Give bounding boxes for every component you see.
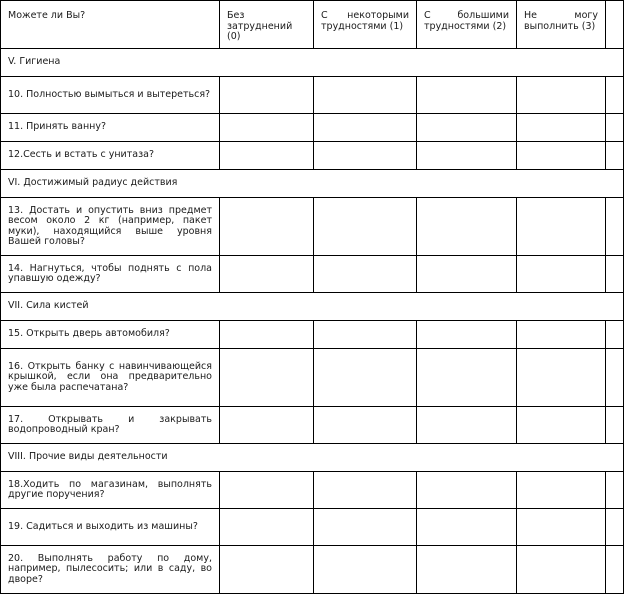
answer-cell-3[interactable]	[517, 407, 606, 444]
answer-cell-2[interactable]	[417, 472, 517, 509]
spacer-cell	[606, 407, 624, 444]
answer-cell-0[interactable]	[220, 114, 314, 142]
answer-cell-1[interactable]	[314, 142, 417, 170]
spacer-cell	[606, 198, 624, 256]
spacer-cell	[606, 472, 624, 509]
question-text: 14. Нагнуться, чтобы поднять с пола упавшую одежду?	[1, 256, 220, 293]
answer-cell-1[interactable]	[314, 321, 417, 349]
question-row	[1, 321, 624, 349]
question-row	[1, 114, 624, 142]
answer-cell-2[interactable]	[417, 114, 517, 142]
answer-cell-1[interactable]	[314, 546, 417, 594]
header-option-2: С большими трудностями (2)	[417, 1, 517, 49]
question-row	[1, 509, 624, 546]
question-row	[1, 142, 624, 170]
question-text: 15. Открыть дверь автомобиля?	[1, 321, 220, 349]
answer-cell-3[interactable]	[517, 472, 606, 509]
question-text: 20. Выполнять работу по дому, например, пылесосить; или в саду, во дворе?	[1, 546, 220, 594]
answer-cell-3[interactable]	[517, 142, 606, 170]
section-row	[1, 170, 624, 198]
spacer-cell	[606, 114, 624, 142]
question-text: 13. Достать и опустить вниз предмет весом около 2 кг (например, пакет муки), находящийся выше уровня Вашей головы?	[1, 198, 220, 256]
question-row	[1, 198, 624, 256]
answer-cell-3[interactable]	[517, 509, 606, 546]
question-text: 11. Принять ванну?	[1, 114, 220, 142]
answer-cell-0[interactable]	[220, 407, 314, 444]
spacer-cell	[606, 77, 624, 114]
answer-cell-0[interactable]	[220, 349, 314, 407]
answer-cell-3[interactable]	[517, 321, 606, 349]
answer-cell-0[interactable]	[220, 472, 314, 509]
question-text: 16. Открыть банку с навинчивающейся крышкой, если она предварительно уже была распечатана?	[1, 349, 220, 407]
answer-cell-1[interactable]	[314, 77, 417, 114]
answer-cell-2[interactable]	[417, 142, 517, 170]
question-row	[1, 472, 624, 509]
answer-cell-0[interactable]	[220, 546, 314, 594]
header-row	[1, 1, 624, 49]
question-row	[1, 546, 624, 594]
question-row	[1, 349, 624, 407]
section-title-other: VIII. Прочие виды деятельности	[1, 444, 624, 472]
section-row	[1, 444, 624, 472]
answer-cell-2[interactable]	[417, 198, 517, 256]
spacer-cell	[606, 509, 624, 546]
spacer-cell	[606, 349, 624, 407]
section-row	[1, 293, 624, 321]
answer-cell-2[interactable]	[417, 546, 517, 594]
answer-cell-0[interactable]	[220, 77, 314, 114]
answer-cell-3[interactable]	[517, 114, 606, 142]
question-row	[1, 407, 624, 444]
answer-cell-2[interactable]	[417, 349, 517, 407]
header-option-3: Не могу выполнить (3)	[517, 1, 606, 49]
question-row	[1, 77, 624, 114]
header-option-0: Без затруднений (0)	[220, 1, 314, 49]
answer-cell-3[interactable]	[517, 77, 606, 114]
question-text: 18.Ходить по магазинам, выполнять другие поручения?	[1, 472, 220, 509]
spacer-cell	[606, 142, 624, 170]
answer-cell-1[interactable]	[314, 407, 417, 444]
answer-cell-2[interactable]	[417, 256, 517, 293]
answer-cell-0[interactable]	[220, 198, 314, 256]
header-spacer	[606, 1, 624, 49]
answer-cell-3[interactable]	[517, 198, 606, 256]
section-title-reach: VI. Достижимый радиус действия	[1, 170, 624, 198]
question-text: 19. Садиться и выходить из машины?	[1, 509, 220, 546]
section-title-grip: VII. Сила кистей	[1, 293, 624, 321]
section-row	[1, 49, 624, 77]
answer-cell-2[interactable]	[417, 77, 517, 114]
answer-cell-0[interactable]	[220, 321, 314, 349]
header-option-1: С некоторыми трудностями (1)	[314, 1, 417, 49]
spacer-cell	[606, 321, 624, 349]
answer-cell-3[interactable]	[517, 256, 606, 293]
answer-cell-3[interactable]	[517, 546, 606, 594]
question-text: 12.Сесть и встать с унитаза?	[1, 142, 220, 170]
question-row	[1, 256, 624, 293]
answer-cell-1[interactable]	[314, 198, 417, 256]
answer-cell-1[interactable]	[314, 472, 417, 509]
answer-cell-1[interactable]	[314, 509, 417, 546]
spacer-cell	[606, 256, 624, 293]
question-text: 17. Открывать и закрывать водопроводный кран?	[1, 407, 220, 444]
answer-cell-2[interactable]	[417, 321, 517, 349]
answer-cell-1[interactable]	[314, 349, 417, 407]
answer-cell-1[interactable]	[314, 114, 417, 142]
answer-cell-3[interactable]	[517, 349, 606, 407]
section-title-hygiene: V. Гигиена	[1, 49, 624, 77]
answer-cell-0[interactable]	[220, 142, 314, 170]
answer-cell-0[interactable]	[220, 256, 314, 293]
answer-cell-0[interactable]	[220, 509, 314, 546]
answer-cell-2[interactable]	[417, 509, 517, 546]
question-text: 10. Полностью вымыться и вытереться?	[1, 77, 220, 114]
answer-cell-1[interactable]	[314, 256, 417, 293]
spacer-cell	[606, 546, 624, 594]
header-question: Можете ли Вы?	[1, 1, 220, 49]
answer-cell-2[interactable]	[417, 407, 517, 444]
